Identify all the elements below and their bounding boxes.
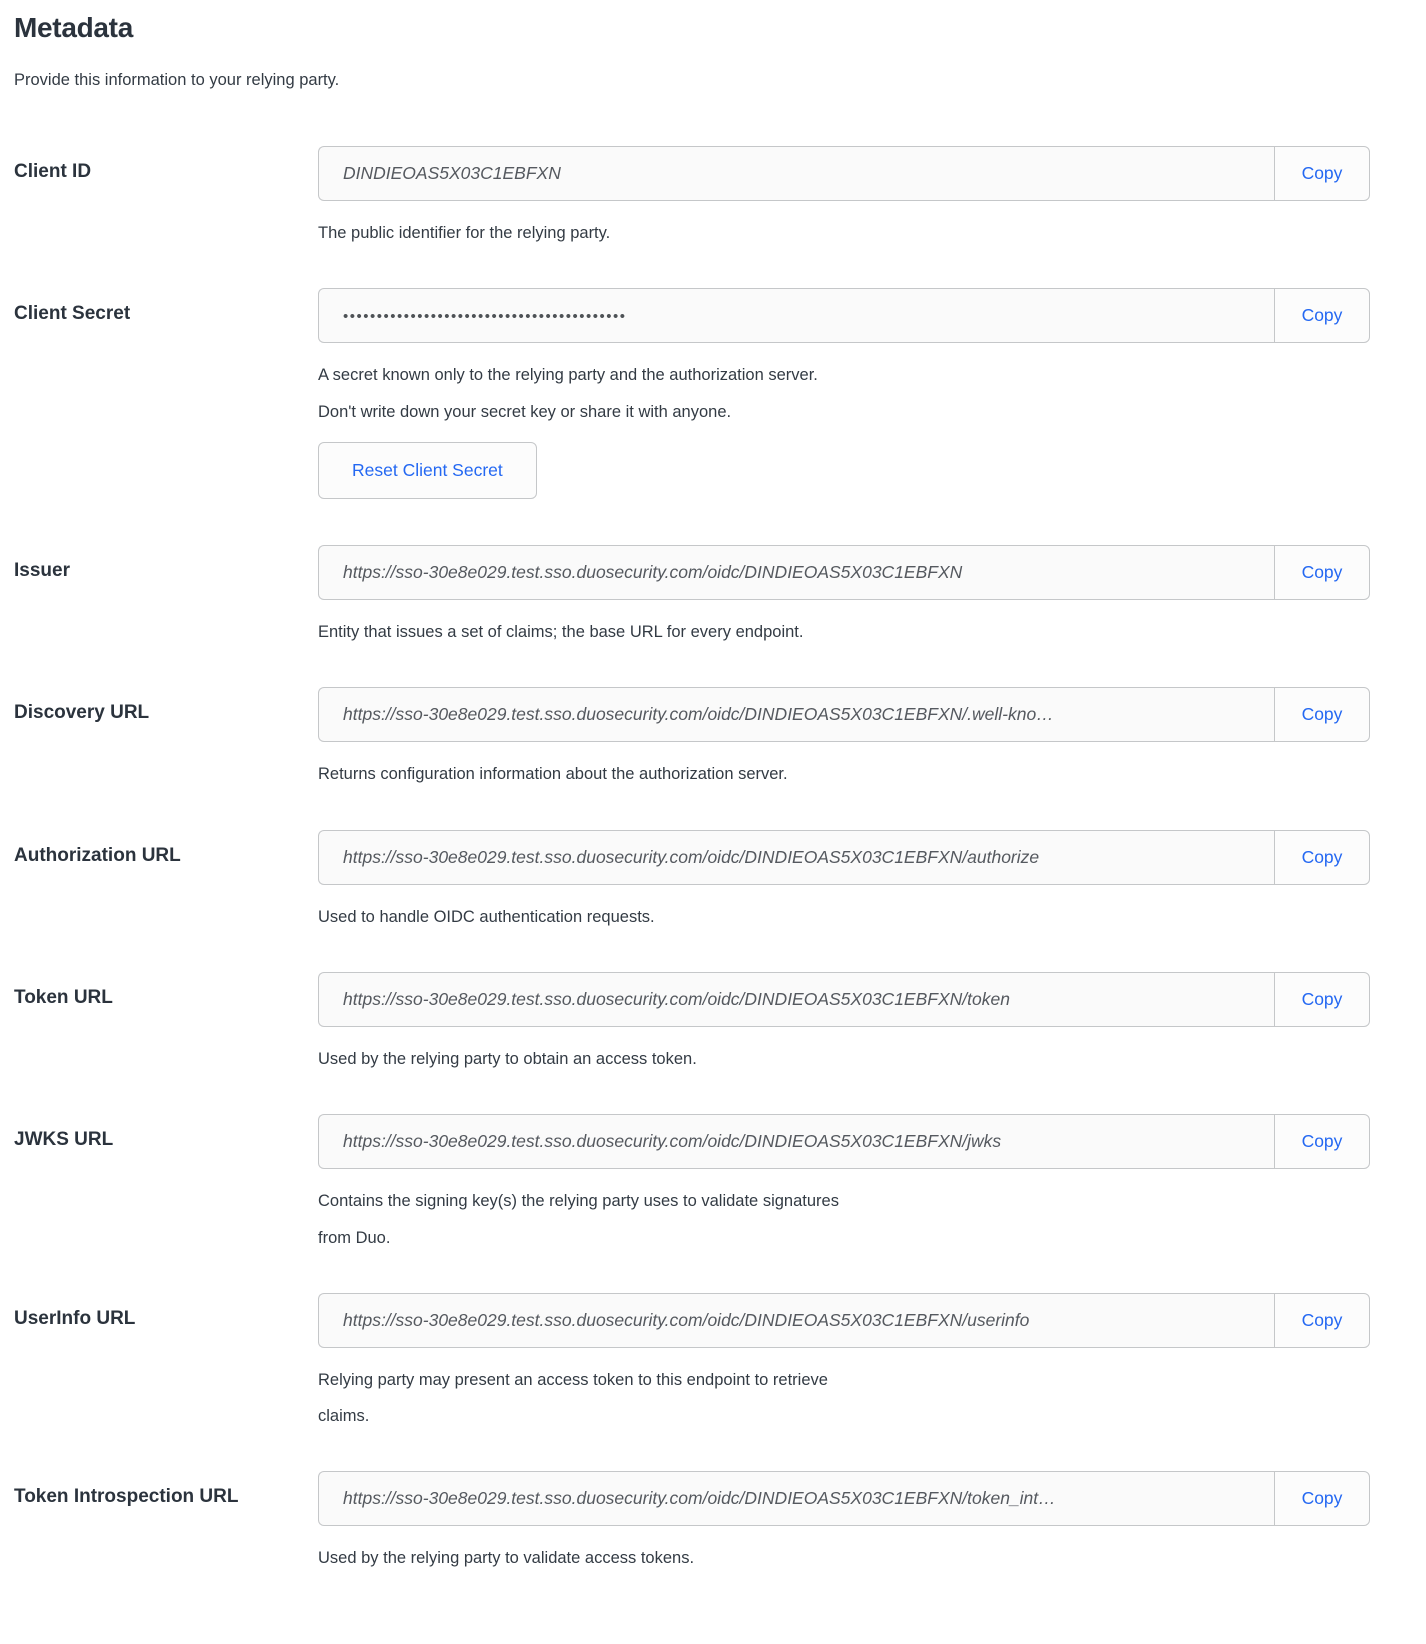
token-introspection-url-help [318,1550,958,1567]
field-input-group [318,972,1370,1027]
issuer-row [14,545,1412,641]
client-id-input[interactable] [318,146,1274,201]
issuer-help [318,624,958,641]
page-title: Metadata [14,12,133,43]
token-introspection-url-input[interactable] [318,1471,1274,1526]
userinfo-url-input[interactable] [318,1293,1274,1348]
client-secret-label: Client Secret [14,303,131,325]
issuer-copy-button[interactable]: Copy [1274,545,1370,600]
field-input-group [318,146,1370,201]
jwks-url-help-text: Contains the signing key(s) the relying party uses to validate signatures [318,1192,839,1211]
userinfo-url-copy-button[interactable]: Copy [1274,1293,1370,1348]
token-url-help-text: Used by the relying party to obtain an access token. [318,1049,697,1068]
client-id-row [14,146,1412,242]
token-introspection-url-help-text: Used by the relying party to validate access tokens. [318,1549,695,1568]
userinfo-url-label: UserInfo URL [14,1307,136,1329]
userinfo-url-help-text: Relying party may present an access token to this endpoint to retrieve [318,1370,828,1389]
client-secret-help [318,367,958,421]
issuer-input[interactable] [318,545,1274,600]
token-url-copy-button[interactable]: Copy [1274,972,1370,1027]
client-id-help-text: The public identifier for the relying party. [318,224,611,242]
discovery-url-copy-button[interactable]: Copy [1274,687,1370,742]
reset-client-secret-button[interactable]: Reset Client Secret [318,442,537,499]
field-input-group [318,1293,1370,1348]
client-id-copy-button[interactable]: Copy [1274,146,1370,201]
token-introspection-url-label: Token Introspection URL [14,1486,239,1508]
issuer-help-text: Entity that issues a set of claims; the base URL for every endpoint. [318,622,804,641]
token-introspection-url-row [14,1471,1412,1567]
userinfo-url-help [318,1372,958,1426]
field-input-group [318,288,1370,343]
authorization-url-help-text: Used to handle OIDC authentication requests. [318,907,655,926]
page-subtitle: Provide this information to your relying party. [14,71,340,89]
field-input-group [318,1114,1370,1169]
jwks-url-help [318,1193,958,1247]
field-input-group [318,830,1370,885]
metadata-form [14,146,1412,1568]
issuer-label: Issuer [14,559,70,581]
discovery-url-row [14,687,1412,783]
jwks-url-input[interactable] [318,1114,1274,1169]
token-url-input[interactable] [318,972,1274,1027]
client-secret-help-text: A secret known only to the relying party and the authorization server. [318,366,818,385]
client-secret-row [14,288,1412,499]
authorization-url-label: Authorization URL [14,844,181,866]
authorization-url-input[interactable] [318,830,1274,885]
field-input-group [318,687,1370,742]
client-secret-help-text: Don't write down your secret key or share it with anyone. [318,402,732,421]
token-introspection-url-copy-button[interactable]: Copy [1274,1471,1370,1526]
client-id-label: Client ID [14,161,92,182]
client-secret-copy-button[interactable]: Copy [1274,288,1370,343]
token-url-help [318,1051,958,1068]
token-url-row [14,972,1412,1068]
userinfo-url-row [14,1293,1412,1426]
jwks-url-label: JWKS URL [14,1129,114,1151]
discovery-url-help [318,766,958,783]
userinfo-url-help-text: claims. [318,1407,370,1426]
discovery-url-input[interactable] [318,687,1274,742]
discovery-url-label: Discovery URL [14,702,150,724]
authorization-url-row [14,830,1412,926]
jwks-url-help-text: from Duo. [318,1228,391,1247]
client-id-help [318,225,958,242]
jwks-url-copy-button[interactable]: Copy [1274,1114,1370,1169]
jwks-url-row [14,1114,1412,1247]
authorization-url-help [318,909,958,926]
token-url-label: Token URL [14,986,113,1008]
authorization-url-copy-button[interactable]: Copy [1274,830,1370,885]
client-secret-input[interactable] [318,288,1274,343]
field-input-group [318,1471,1370,1526]
field-input-group [318,545,1370,600]
discovery-url-help-text: Returns configuration information about the authorization server. [318,765,788,784]
